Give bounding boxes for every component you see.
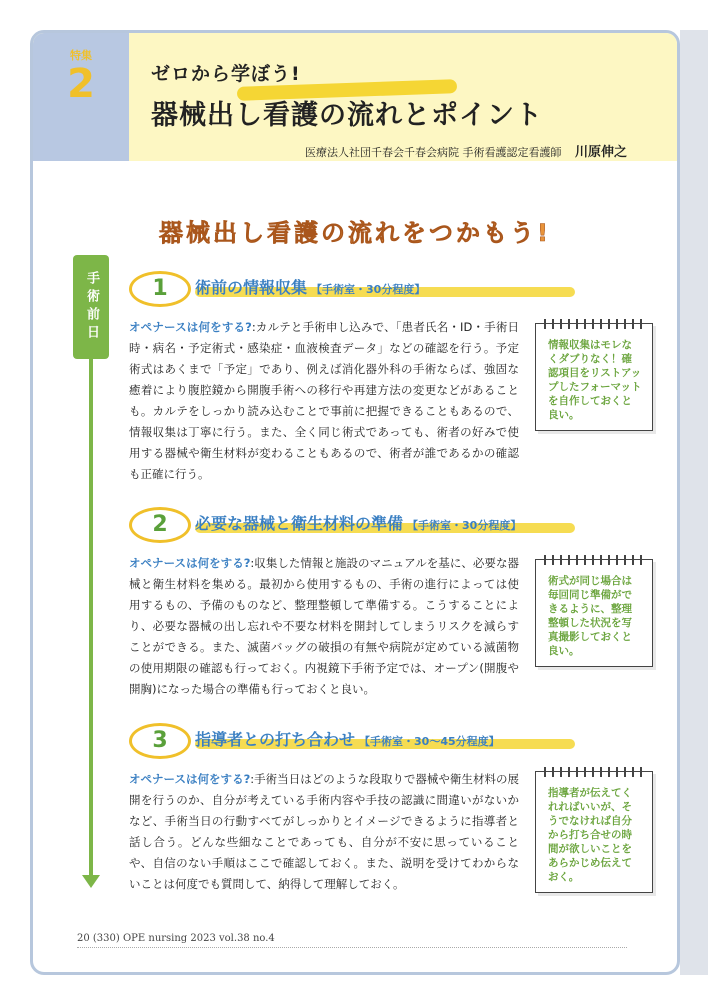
step-body [129, 769, 519, 895]
step-body [129, 553, 519, 700]
step-body-label: オペナースは何をする? [129, 772, 251, 786]
feature-badge [33, 33, 129, 161]
timeline-line [89, 329, 93, 881]
step-number: 2 [129, 507, 191, 543]
section-title: 器械出し看護の流れをつかもう! [159, 219, 551, 247]
badge-label: 特集 [70, 49, 92, 62]
badge-number: 2 [67, 61, 95, 107]
step-duration: 【手術室・30分程度】 [311, 283, 426, 296]
tip-note [535, 559, 653, 667]
page-footer: 20 (330) OPE nursing 2023 vol.38 no.4 [77, 933, 275, 944]
notebook-rings [544, 767, 644, 777]
step-body [129, 317, 519, 485]
notebook-rings [544, 319, 644, 329]
author-credit [305, 141, 627, 160]
step-number: 3 [129, 723, 191, 759]
step-body-text: :手術当日はどのような段取りで器械や衛生材料の展開を行うのか、自分が考えている手術内容や手技の認識に間違いがないかなど、手術当日の行動すべてがしっかりとイメージできるように指導者と話し合う。どんな些細なことであっても、自分が不安に思っていることや、自信のない手順はここで確認しておく。また、説明を受けてわからないことは何度でも質問して、納得して理解しておく。 [129, 772, 519, 891]
step-body-label: オペナースは何をする? [129, 556, 251, 570]
footer-divider [77, 947, 627, 948]
page-frame [30, 30, 680, 975]
tip-note-text: 術式が同じ場合は毎回同じ準備ができるように、整理整頓した状況を写真撮影しておくと良い。 [548, 575, 632, 657]
step-heading-text: 指導者との打ち合わせ [195, 730, 356, 749]
step-duration: 【手術室・30〜45分程度】 [359, 735, 500, 748]
page-title: 器械出し看護の流れとポイント [151, 100, 543, 131]
step-number: 1 [129, 271, 191, 307]
step-heading-text: 必要な器械と衛生材料の準備 [195, 514, 404, 533]
tip-note-text: 情報収集はモレなくダブりなく！確認項目をリストアップしたフォーマットを自作しておくと良い。 [548, 339, 642, 421]
step-body-text: :収集した情報と施設のマニュアルを基に、必要な器械と衛生材料を集める。最初から使用するもの、手術の進行によっては使用するもの、予備のものなど、整理整頓して準備する。こうすることにより、必要な器械の出し忘れや不要な材料を開封してしまうリスクを減らすことができる。また、滅菌バッグの破損の有無や病院が定めている滅菌物の使用期限の確認も行っておく。内視鏡下手術予定では、オープン(開腹や開胸)になった場合の準備も行っておくと良い。 [129, 556, 519, 696]
tip-note [535, 771, 653, 893]
notebook-rings [544, 555, 644, 565]
tip-note-text: 指導者が伝えてくれればいいが、そうでなければ自分から打ち合せの時間が欲しいことをあらかじめ伝えておく。 [548, 787, 632, 883]
step-body-text: :カルテと手術申し込みで、「患者氏名・ID・手術日時・病名・予定術式・感染症・血液検査データ」などの確認を行う。予定術式はあくまで「予定」であり、例えば消化器外科の手術ならば、強固な癒着により腹腔鏡から開腹手術への移行や再建方法の変更などがあることも。カルテをしっかり読み込むことで事前に把握できることもあるので、情報収集は丁寧に行う。また、全く同じ術式であっても、術者の好みで使用する器械や衛生材料が変わることもあるので、術者が誰であるかの確認も正確に行う。 [129, 320, 519, 481]
author-name: 川原伸之 [574, 145, 627, 160]
step-heading [195, 275, 425, 298]
timeline-arrow-icon [82, 875, 100, 888]
phase-label: 手術前日 [73, 255, 109, 359]
step-heading [195, 511, 521, 534]
title-line-1: ゼロから学ぼう! [151, 63, 301, 85]
page-edge-bar [680, 30, 708, 975]
tip-note [535, 323, 653, 431]
step-heading [195, 727, 500, 750]
author-affiliation: 医療法人社団千春会千春会病院 手術看護認定看護師 [304, 146, 562, 159]
step-heading-text: 術前の情報収集 [195, 278, 308, 297]
step-duration: 【手術室・30分程度】 [407, 519, 522, 532]
step-body-label: オペナースは何をする? [129, 320, 252, 334]
